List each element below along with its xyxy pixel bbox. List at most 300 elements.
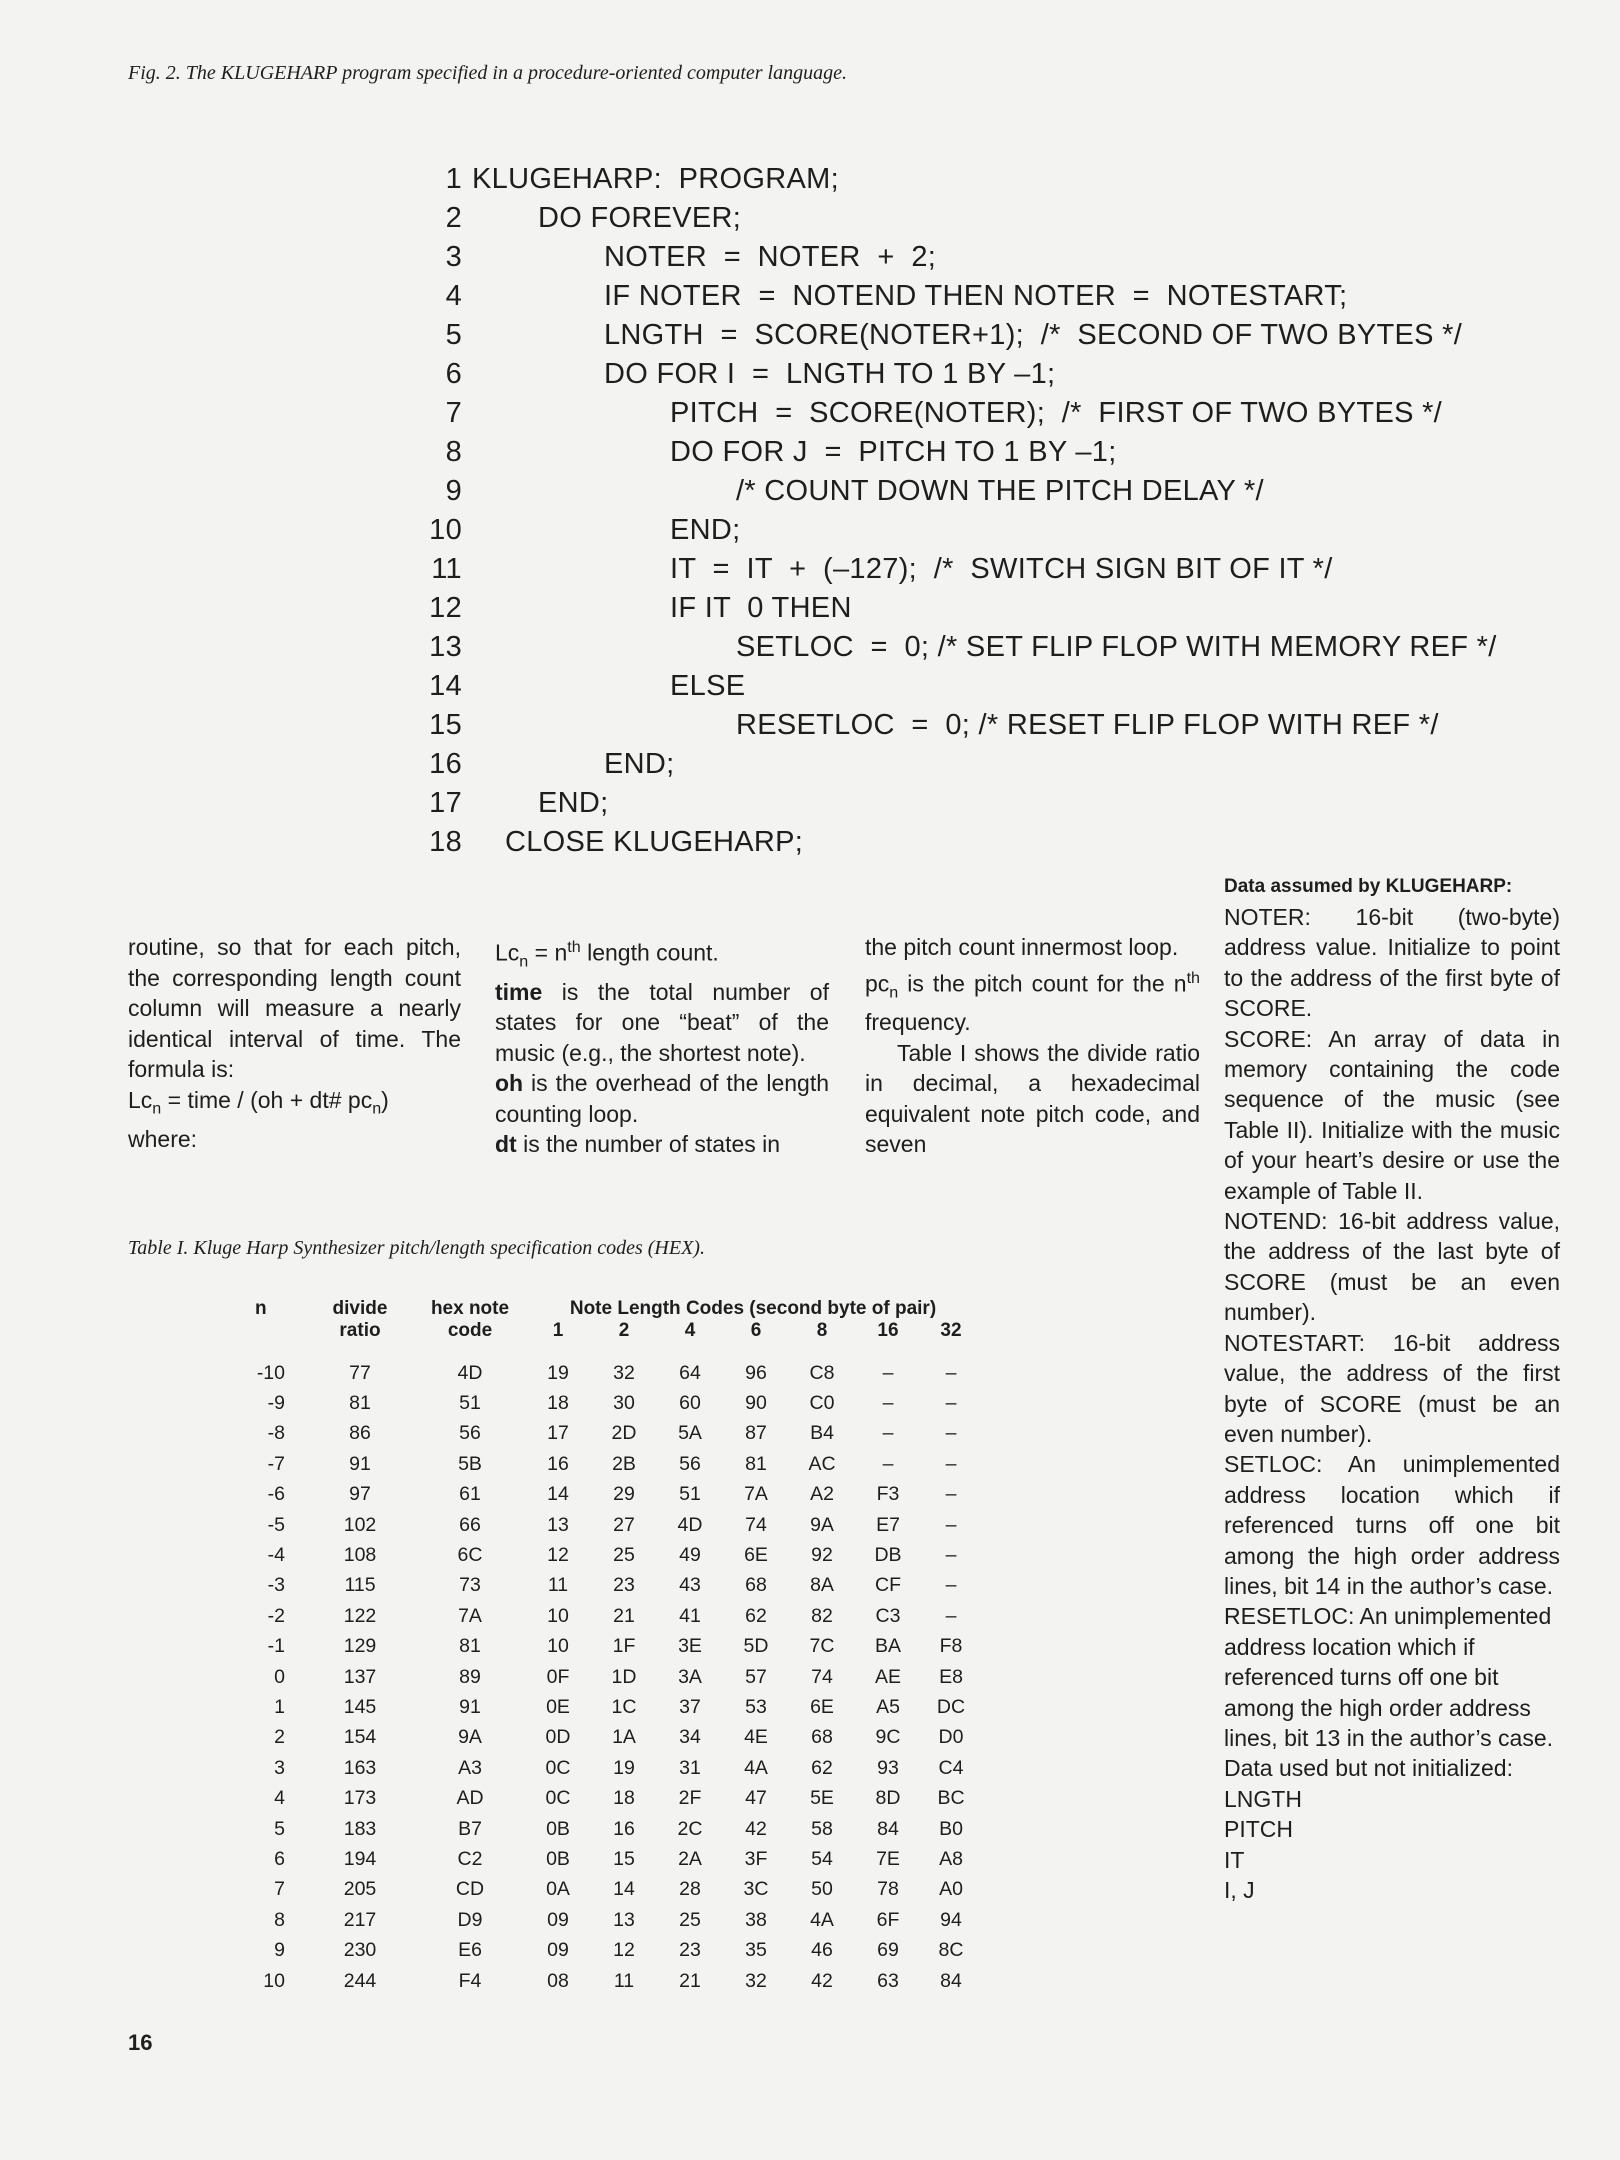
table-cell: 14 (547, 1483, 569, 1506)
code-text: END; (604, 748, 675, 780)
table-cell: 0C (545, 1756, 571, 1779)
table-cell: 13 (547, 1513, 569, 1536)
table-cell: 115 (344, 1574, 376, 1597)
table-cell: DB (874, 1544, 902, 1567)
table-cell: 1 (274, 1695, 285, 1718)
pcn-definition: $pc_n$ is the pitch count for the $n^{th}$ frequency. (865, 968, 1200, 1036)
data-definition: NOTESTART: 16-bit address value, the address of the first byte of SCORE (must be an even number). (1224, 1329, 1560, 1447)
table-cell: D9 (457, 1908, 483, 1931)
table-cell: – (945, 1392, 957, 1415)
table-cell: 0C (545, 1787, 571, 1810)
table-cell: 41 (679, 1604, 701, 1627)
table-cell: 8 (274, 1908, 285, 1931)
table-cell: 3E (678, 1635, 702, 1658)
table-cell: 32 (745, 1969, 767, 1992)
table-cell: 62 (811, 1756, 833, 1779)
table-cell: 9A (810, 1513, 834, 1536)
data-assumed-column (1224, 872, 1560, 1905)
table-cell: BC (937, 1787, 965, 1810)
table-cell: 19 (547, 1361, 569, 1384)
table-cell: 1A (612, 1726, 636, 1749)
table-cell: 74 (745, 1513, 767, 1536)
table-cell: 122 (343, 1604, 377, 1627)
table-cell: 5E (810, 1787, 834, 1810)
table-cell: – (882, 1361, 894, 1384)
length-header: 8 (816, 1320, 828, 1341)
table-cell: 51 (459, 1392, 481, 1415)
uninitialized-heading: Data used but not initialized: (1224, 1755, 1513, 1782)
table-cell: 0 (274, 1665, 285, 1688)
table-cell: C4 (938, 1756, 964, 1779)
table-cell: AD (456, 1787, 484, 1810)
code-text: KLUGEHARP: PROGRAM; (472, 163, 839, 195)
table-row (255, 1571, 981, 1601)
table-row (255, 1935, 981, 1965)
table-row (255, 1510, 981, 1540)
line-number: 6 (445, 358, 462, 390)
col1-body: routine, so that for each pitch, the corresponding length count column will measure a nearly identical interval of time. The formula is: (128, 934, 461, 1082)
table-cell: 42 (745, 1817, 767, 1840)
table-cell: AE (874, 1665, 901, 1688)
table-cell: 4A (744, 1756, 768, 1779)
table-cell: 1C (611, 1695, 637, 1718)
figure-label: Fig. 2. (128, 62, 181, 84)
table-cell: 9A (458, 1726, 482, 1749)
table-cell: 145 (343, 1695, 377, 1718)
table-cell: -1 (267, 1635, 285, 1658)
lcn-definition: $Lc_n = n^{th}$ length count. (495, 938, 719, 971)
col-header-code: code (447, 1320, 493, 1341)
col1-where: where: (128, 1125, 198, 1152)
table-cell: -9 (267, 1392, 285, 1415)
table-cell: 19 (613, 1756, 635, 1779)
table-cell: 183 (343, 1817, 377, 1840)
table-cell: 194 (343, 1847, 377, 1870)
table-cell: 91 (349, 1452, 371, 1475)
table-row (255, 1449, 981, 1479)
table-cell: 64 (679, 1361, 701, 1384)
table-cell: 7 (274, 1878, 285, 1901)
table-cell: 10 (547, 1635, 569, 1658)
table-cell: 81 (349, 1392, 371, 1415)
pitch-length-table (255, 1298, 981, 1996)
table-cell: AC (808, 1452, 836, 1475)
code-text: IT = IT + (–127); /* SWITCH SIGN BIT OF IT */ (670, 553, 1333, 585)
table-cell: 12 (613, 1939, 635, 1962)
table-cell: – (945, 1483, 957, 1506)
table-cell: C3 (875, 1604, 901, 1627)
length-header: 4 (684, 1320, 696, 1341)
line-number: 11 (431, 553, 462, 585)
table-cell: 25 (679, 1908, 701, 1931)
table-cell: 47 (745, 1787, 767, 1810)
table-cell: 3 (274, 1756, 285, 1779)
table-row (255, 1358, 981, 1388)
table-cell: 51 (679, 1483, 701, 1506)
table-cell: 102 (343, 1513, 377, 1536)
table-cell: 6E (744, 1544, 768, 1567)
table-cell: 163 (343, 1756, 377, 1779)
table-cell: A8 (939, 1847, 963, 1870)
table-cell: 25 (613, 1544, 635, 1567)
line-number: 18 (429, 826, 462, 858)
table-cell: 84 (940, 1969, 962, 1992)
table-cell: 0B (546, 1817, 570, 1840)
table-cell: 18 (547, 1392, 569, 1415)
table-cell: 0B (546, 1847, 570, 1870)
table-cell: 60 (679, 1392, 701, 1415)
table-cell: -3 (267, 1574, 285, 1597)
data-definition: SETLOC: An unimplemented address location which if referenced turns off one bit among the high order address lines, bit 14 in the author’s case. (1224, 1451, 1560, 1599)
col3-p1: the pitch count innermost loop. (865, 934, 1179, 960)
table-cell: C0 (809, 1392, 835, 1415)
code-text: END; (538, 787, 609, 819)
table-cell: 68 (811, 1726, 833, 1749)
table-cell: 2 (274, 1726, 285, 1749)
code-text: NOTER = NOTER + 2; (604, 241, 937, 273)
table-cell: 56 (459, 1422, 481, 1445)
table-cell: 84 (877, 1817, 899, 1840)
table-row (255, 1875, 981, 1905)
oh-definition: oh is the overhead of the length counting loop. (495, 1070, 829, 1127)
table-cell: 108 (343, 1544, 377, 1567)
table-row (255, 1632, 981, 1662)
table-cell: 230 (343, 1939, 377, 1962)
table-cell: 81 (745, 1452, 767, 1475)
table-cell: 9C (875, 1726, 901, 1749)
code-text: PITCH = SCORE(NOTER); /* FIRST OF TWO BYTES */ (670, 397, 1443, 429)
line-number: 8 (445, 436, 462, 468)
data-assumed-heading: Data assumed by KLUGEHARP: (1224, 876, 1513, 897)
table-cell: 7A (744, 1483, 768, 1506)
table-cell: 2D (611, 1422, 637, 1445)
table-cell: 38 (745, 1908, 767, 1931)
table-cell: 5 (274, 1817, 285, 1840)
table-cell: 3A (678, 1665, 702, 1688)
table-cell: 4E (744, 1726, 768, 1749)
table-cell: A2 (810, 1483, 834, 1506)
col-header-lengths: Note Length Codes (second byte of pair) (569, 1298, 937, 1319)
table-cell: -7 (267, 1452, 285, 1475)
table-cell: 0F (546, 1665, 570, 1688)
table-cell: 37 (679, 1695, 701, 1718)
table-cell: 2A (678, 1847, 702, 1870)
col-header-hex: hex note (430, 1298, 510, 1319)
table-cell: 92 (811, 1544, 833, 1567)
col-header-divide: divide (332, 1298, 388, 1319)
table-cell: 93 (877, 1756, 899, 1779)
col-header-n: n (255, 1298, 267, 1319)
figure-caption (128, 60, 888, 87)
table-cell: – (945, 1361, 957, 1384)
code-text: DO FOR J = PITCH TO 1 BY –1; (670, 436, 1117, 468)
table-cell: 6 (274, 1847, 285, 1870)
table-cell: 2B (612, 1452, 636, 1475)
table-row (255, 1844, 981, 1874)
table-cell: 08 (547, 1969, 569, 1992)
length-header: 6 (750, 1320, 762, 1341)
table-row (255, 1905, 981, 1935)
line-number: 13 (429, 631, 462, 663)
table-cell: 0A (546, 1878, 570, 1901)
table-cell: 11 (613, 1969, 635, 1992)
table-cell: A0 (939, 1878, 963, 1901)
table-cell: CF (875, 1574, 901, 1597)
table-cell: 4D (457, 1361, 483, 1384)
table-cell: – (945, 1513, 957, 1536)
table-cell: 7E (876, 1847, 900, 1870)
table-cell: 244 (343, 1969, 377, 1992)
table-cell: – (882, 1422, 894, 1445)
table-cell: 15 (613, 1847, 635, 1870)
table-cell: 129 (343, 1635, 377, 1658)
line-number: 9 (445, 475, 462, 507)
table-row (255, 1662, 981, 1692)
table-cell: F4 (458, 1969, 482, 1992)
table-cell: B0 (939, 1817, 963, 1840)
table-cell: – (945, 1604, 957, 1627)
table-cell: 09 (547, 1908, 569, 1931)
line-number: 15 (429, 709, 462, 741)
dt-definition: dt is the number of states in (495, 1131, 781, 1158)
table-cell: CD (455, 1878, 485, 1901)
table-cell: 87 (745, 1422, 767, 1445)
table-cell: 42 (811, 1969, 833, 1992)
length-header: 2 (618, 1320, 630, 1341)
text-column-2 (495, 932, 829, 1160)
table-cell: 4 (274, 1787, 285, 1810)
table-row (255, 1723, 981, 1753)
line-number: 14 (429, 670, 462, 702)
page-number: 16 (128, 2030, 153, 2055)
time-definition: time is the total number of states for one “beat” of the music (e.g., the shortest note). (495, 978, 829, 1066)
table-cell: 30 (613, 1392, 635, 1415)
table-cell: 29 (613, 1483, 635, 1506)
table-cell: C8 (809, 1361, 835, 1384)
table-cell: 96 (745, 1361, 767, 1384)
text-column-1 (128, 932, 461, 1154)
table-cell: 12 (547, 1544, 569, 1567)
length-header: 1 (552, 1320, 564, 1341)
table-cell: 94 (940, 1908, 962, 1931)
table-cell: 11 (547, 1574, 569, 1597)
table-row (255, 1692, 981, 1722)
table-cell: – (945, 1574, 957, 1597)
table-row (255, 1601, 981, 1631)
table-cell: 8D (875, 1787, 901, 1810)
table-cell: F3 (876, 1483, 900, 1506)
code-text: SETLOC = 0; /* SET FLIP FLOP WITH MEMORY REF */ (736, 631, 1497, 663)
table-cell: 205 (343, 1878, 377, 1901)
table-cell: D0 (938, 1726, 964, 1749)
table-cell: -6 (267, 1483, 285, 1506)
table-cell: 74 (811, 1665, 833, 1688)
table-cell: -10 (256, 1361, 285, 1384)
table-cell: 7A (458, 1604, 482, 1627)
table-cell: 66 (459, 1513, 481, 1536)
uninitialized-variable: I, J (1224, 1877, 1255, 1903)
table-cell: 7C (809, 1635, 835, 1658)
code-text: DO FOR I = LNGTH TO 1 BY –1; (604, 358, 1056, 390)
table-cell: 1F (612, 1635, 636, 1658)
line-number: 12 (429, 592, 462, 624)
table-cell: 4D (677, 1513, 703, 1536)
table-cell: 17 (547, 1422, 569, 1445)
table-cell: 10 (547, 1604, 569, 1627)
table-cell: 86 (349, 1422, 371, 1445)
table-cell: 23 (613, 1574, 635, 1597)
table-cell: B7 (458, 1817, 482, 1840)
table-row (255, 1388, 981, 1418)
uninitialized-variable: PITCH (1224, 1816, 1293, 1843)
table-cell: 81 (459, 1635, 481, 1658)
table-cell: 8C (938, 1939, 964, 1962)
length-count-formula: $Lc_n$ = time / (oh + dt# $pc_n$) (128, 1086, 389, 1118)
line-number: 1 (445, 163, 462, 195)
code-text: DO FOREVER; (538, 202, 742, 234)
table-cell: 49 (679, 1544, 701, 1567)
table-row (255, 1783, 981, 1813)
table-cell: 28 (679, 1878, 701, 1901)
table-cell: A5 (876, 1695, 900, 1718)
table-cell: 3F (744, 1847, 768, 1870)
code-text: END; (670, 514, 741, 546)
table-cell: 16 (613, 1817, 635, 1840)
table-cell: -2 (267, 1604, 285, 1627)
line-number: 2 (445, 202, 462, 234)
data-definition: NOTEND: 16-bit address value, the address of the last byte of SCORE (must be an even number). (1224, 1208, 1560, 1326)
table-cell: 5D (743, 1635, 769, 1658)
table-cell: 97 (349, 1483, 371, 1506)
table-cell: 82 (811, 1604, 833, 1627)
table-cell: 09 (547, 1939, 569, 1962)
table-cell: 6F (876, 1908, 900, 1931)
table-row (255, 1540, 981, 1570)
table-cell: 0E (546, 1695, 570, 1718)
table-cell: – (945, 1422, 957, 1445)
code-text: /* COUNT DOWN THE PITCH DELAY */ (736, 475, 1264, 507)
table-row (255, 1753, 981, 1783)
table-cell: 57 (745, 1665, 767, 1688)
table-row (255, 1814, 981, 1844)
uninitialized-variable: LNGTH (1224, 1785, 1302, 1812)
table-cell: 73 (459, 1574, 481, 1597)
table-row (255, 1966, 981, 1996)
text-column-3 (865, 932, 1200, 1160)
table-cell: – (882, 1452, 894, 1475)
table-cell: 4A (810, 1908, 834, 1931)
table-cell: E8 (939, 1665, 963, 1688)
table-cell: B4 (810, 1422, 834, 1445)
table-cell: 23 (679, 1939, 701, 1962)
table-cell: -5 (267, 1513, 285, 1536)
table-cell: 61 (459, 1483, 481, 1506)
table-cell: 43 (679, 1574, 701, 1597)
table-cell: 217 (343, 1908, 377, 1931)
uninitialized-variable: IT (1224, 1846, 1245, 1873)
table-cell: 78 (877, 1878, 899, 1901)
table-cell: C2 (457, 1847, 483, 1870)
table-cell: 90 (745, 1392, 767, 1415)
table-cell: 91 (459, 1695, 481, 1718)
length-header: 16 (877, 1320, 899, 1341)
table-cell: 18 (613, 1787, 635, 1810)
table-cell: 50 (811, 1878, 833, 1901)
line-number: 10 (429, 514, 462, 546)
table-cell: 154 (343, 1726, 377, 1749)
line-number: 16 (429, 748, 462, 780)
table-cell: 35 (745, 1939, 767, 1962)
line-number: 17 (429, 787, 462, 819)
data-definition: NOTER: 16-bit (two-byte) address value. Initialize to point to the address of the first byte of SCORE. (1224, 904, 1560, 1022)
table-cell: -8 (267, 1422, 285, 1445)
table-cell: 9 (274, 1939, 285, 1962)
table-cell: -4 (267, 1544, 285, 1567)
table-cell: – (945, 1544, 957, 1567)
table-cell: 53 (745, 1695, 767, 1718)
table-cell: 1D (611, 1665, 637, 1688)
code-text: ELSE (670, 670, 746, 702)
table-cell: 2F (678, 1787, 702, 1810)
table-cell: 173 (343, 1787, 377, 1810)
table-caption: Table I. Kluge Harp Synthesizer pitch/length specification codes (HEX). (128, 1237, 705, 1259)
table-cell: 8A (810, 1574, 834, 1597)
table-cell: 21 (613, 1604, 635, 1627)
line-number: 4 (445, 280, 462, 312)
data-definition: RESETLOC: An unimplemented address location which if referenced turns off one bit among the high order address lines, bit 13 in the author’s case. (1224, 1603, 1554, 1751)
table-cell: 32 (613, 1361, 635, 1384)
table-cell: 5A (678, 1422, 702, 1445)
table-cell: 31 (679, 1756, 701, 1779)
code-text: RESETLOC = 0; /* RESET FLIP FLOP WITH REF */ (736, 709, 1439, 741)
data-definition: SCORE: An array of data in memory containing the code sequence of the music (see Table II). Initialize with the music of your heart’s desire or use the example of Table II. (1224, 1025, 1560, 1204)
table-cell: 13 (613, 1908, 635, 1931)
table-cell: 10 (263, 1969, 285, 1992)
table-cell: 6C (457, 1544, 483, 1567)
table-cell: – (882, 1392, 894, 1415)
table-row (255, 1480, 981, 1510)
table-cell: 137 (343, 1665, 377, 1688)
code-text: IF NOTER = NOTEND THEN NOTER = NOTESTART; (604, 280, 1348, 312)
table-cell: F8 (939, 1635, 963, 1658)
table-cell: 89 (459, 1665, 481, 1688)
table-cell: A3 (458, 1756, 482, 1779)
table-cell: 77 (349, 1361, 371, 1384)
table-cell: 62 (745, 1604, 767, 1627)
code-text: LNGTH = SCORE(NOTER+1); /* SECOND OF TWO BYTES */ (604, 319, 1463, 351)
table-cell: 34 (679, 1726, 701, 1749)
table-cell: 6E (810, 1695, 834, 1718)
table-cell: 14 (613, 1878, 635, 1901)
table-cell: 21 (679, 1969, 701, 1992)
table-row (255, 1419, 981, 1449)
table-cell: BA (874, 1635, 901, 1658)
line-number: 7 (445, 397, 462, 429)
code-text: CLOSE KLUGEHARP; (505, 826, 804, 858)
table-cell: 58 (811, 1817, 833, 1840)
table-cell: 3C (743, 1878, 769, 1901)
table-cell: 63 (877, 1969, 899, 1992)
table-cell: E7 (876, 1513, 900, 1536)
length-header: 32 (940, 1320, 962, 1341)
line-number: 5 (445, 319, 462, 351)
col3-p2: Table I shows the divide ratio in decimal, a hexadecimal equivalent note pitch code, and seven (865, 1039, 1200, 1158)
col-header-ratio: ratio (339, 1320, 381, 1341)
table-cell: DC (936, 1695, 966, 1718)
table-cell: 46 (811, 1939, 833, 1962)
table-cell: 2C (677, 1817, 703, 1840)
table-cell: 27 (613, 1513, 635, 1536)
